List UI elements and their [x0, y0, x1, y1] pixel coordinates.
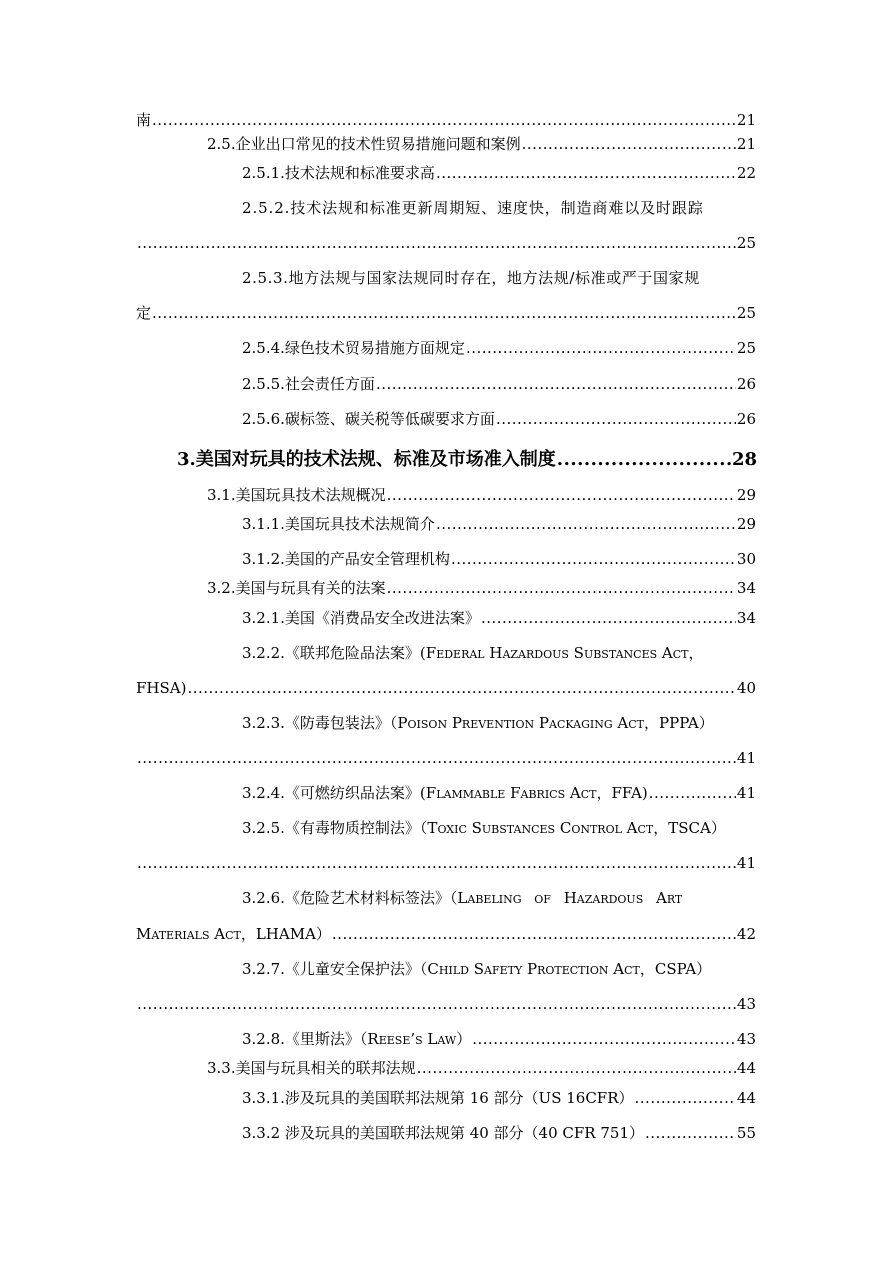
- toc-page-number: 44: [736, 1089, 756, 1107]
- toc-leader-dots: [152, 303, 736, 323]
- toc-entry[interactable]: [242, 374, 756, 394]
- toc-entry-continuation[interactable]: [136, 233, 756, 253]
- toc-page-number: 41: [736, 784, 756, 802]
- toc-page-number: 41: [736, 854, 756, 872]
- toc-leader-dots: [387, 578, 736, 598]
- toc-entry-title: 定: [136, 304, 152, 322]
- toc-entry-title: 3.1.2.美国的产品安全管理机构: [242, 550, 450, 568]
- toc-leader-dots: [472, 1029, 736, 1049]
- toc-entry-continuation[interactable]: [136, 748, 756, 768]
- toc-entry[interactable]: [242, 783, 756, 803]
- toc-entry[interactable]: [242, 643, 756, 663]
- toc-entry-title: 3.3.美国与玩具相关的联邦法规: [207, 1059, 416, 1077]
- toc-page-number: 55: [736, 1124, 756, 1142]
- toc-page-number: 41: [736, 749, 756, 767]
- toc-leader-dots: [436, 514, 736, 534]
- toc-leader-dots: [332, 924, 736, 944]
- toc-page-number: 43: [736, 995, 756, 1013]
- toc-entry[interactable]: [242, 409, 756, 429]
- toc-leader-dots: [645, 1123, 736, 1143]
- toc-leader-dots: [387, 485, 736, 505]
- toc-entry[interactable]: [242, 514, 756, 534]
- toc-entry-continuation[interactable]: [136, 994, 756, 1014]
- toc-page-number: 44: [736, 1059, 756, 1077]
- toc-entry-title: 2.5.4.绿色技术贸易措施方面规定: [242, 339, 465, 357]
- toc-entry-title: 3.1.1.美国玩具技术法规简介: [242, 515, 435, 533]
- toc-entry[interactable]: [207, 578, 756, 598]
- toc-entry[interactable]: [207, 134, 756, 154]
- toc-entry-continuation[interactable]: [136, 924, 756, 944]
- toc-page-number: 34: [736, 579, 756, 597]
- toc-entry[interactable]: [242, 818, 756, 838]
- toc-leader-dots: [137, 853, 736, 873]
- toc-entry-title: 3.1.美国玩具技术法规概况: [207, 486, 386, 504]
- toc-leader-dots: [466, 338, 736, 358]
- toc-page-number: 29: [736, 515, 756, 533]
- toc-entry[interactable]: [242, 1088, 756, 1108]
- toc-entry-title: 2.5.3.地方法规与国家法规同时存在，地方法规/标准或严于国家规: [242, 269, 700, 287]
- toc-entry-title: 3.2.1.美国《消费品安全改进法案》: [242, 609, 480, 627]
- toc-leader-dots: [137, 233, 736, 253]
- toc-page-number: 25: [736, 304, 756, 322]
- toc-entry-continuation[interactable]: [136, 303, 756, 323]
- toc-entry-title: 3.2.8.《里斯法》（Reese’s Law）: [242, 1030, 472, 1048]
- toc-entry-title: 3.2.美国与玩具有关的法案: [207, 579, 386, 597]
- toc-page-number: 40: [736, 679, 756, 697]
- toc-entry-title: 3.2.6.《危险艺术材料标签法》（Labeling of Hazardous Art: [242, 889, 683, 907]
- toc-entry[interactable]: [242, 959, 756, 979]
- toc-entry[interactable]: [242, 1029, 756, 1049]
- toc-entry-title: 3.美国对玩具的技术法规、标准及市场准入制度: [177, 449, 556, 470]
- toc-page-number: 25: [736, 339, 756, 357]
- toc-entry-title: 3.2.5.《有毒物质控制法》（Toxic Substances Control Act，TSCA）: [242, 819, 726, 837]
- toc-entry-title: 3.3.1.涉及玩具的美国联邦法规第 16 部分（US 16CFR）: [242, 1089, 634, 1107]
- toc-entry[interactable]: [242, 163, 756, 183]
- toc-entry-continuation[interactable]: [136, 678, 756, 698]
- toc-entry[interactable]: [242, 338, 756, 358]
- toc-entry[interactable]: [136, 110, 756, 130]
- toc-entry-title: 2.5.1.技术法规和标准要求高: [242, 164, 435, 182]
- toc-entry-title: 3.3.2 涉及玩具的美国联邦法规第 40 部分（40 CFR 751）: [242, 1124, 644, 1142]
- toc-page-number: 34: [736, 609, 756, 627]
- toc-entry[interactable]: [242, 608, 756, 628]
- toc-entry[interactable]: [242, 1123, 756, 1143]
- toc-entry[interactable]: [207, 485, 756, 505]
- toc-entry-title: 南: [136, 111, 152, 129]
- toc-entry[interactable]: [242, 268, 756, 288]
- toc-leader-dots: [417, 1058, 736, 1078]
- toc-entry-title: 2.5.2.技术法规和标准更新周期短、速度快，制造商难以及时跟踪: [242, 199, 704, 217]
- toc-leader-dots: [187, 678, 735, 698]
- toc-page-number: 22: [736, 164, 756, 182]
- toc-leader-dots: [635, 1088, 736, 1108]
- toc-page-number: 28: [731, 449, 757, 470]
- toc-page-number: 21: [736, 135, 756, 153]
- toc-leader-dots: [649, 783, 736, 803]
- toc-leader-dots: [481, 608, 736, 628]
- toc-page-number: 26: [736, 375, 756, 393]
- toc-leader-dots: [137, 994, 736, 1014]
- toc-page-number: 21: [736, 111, 756, 129]
- toc-entry[interactable]: [242, 713, 756, 733]
- toc-page-number: 29: [736, 486, 756, 504]
- toc-entry[interactable]: [242, 198, 756, 218]
- toc-page-number: 25: [736, 234, 756, 252]
- toc-leader-dots: [557, 448, 731, 472]
- toc-page-number: 26: [736, 410, 756, 428]
- toc-entry[interactable]: [242, 888, 756, 908]
- toc-entry-title: 2.5.5.社会责任方面: [242, 375, 375, 393]
- toc-entry-continuation[interactable]: [136, 853, 756, 873]
- toc-page-number: 42: [736, 925, 756, 943]
- toc-leader-dots: [376, 374, 736, 394]
- toc-entry-title: 2.5.企业出口常见的技术性贸易措施问题和案例: [207, 135, 521, 153]
- toc-leader-dots: [496, 409, 736, 429]
- toc-entry-title: 2.5.6.碳标签、碳关税等低碳要求方面: [242, 410, 495, 428]
- toc-entry-title: 3.2.3.《防毒包装法》（Poison Prevention Packaging Act，PPPA）: [242, 714, 714, 732]
- toc-entry-title: 3.2.4.《可燃纺织品法案》(Flammable Fabrics Act，FFA): [242, 784, 648, 802]
- toc-chapter-heading[interactable]: [177, 448, 757, 472]
- toc-page-number: 43: [736, 1030, 756, 1048]
- toc-entry-title: Materials Act，LHAMA）: [136, 925, 331, 943]
- toc-entry-title: FHSA): [136, 679, 187, 697]
- toc-entry[interactable]: [207, 1058, 756, 1078]
- toc-leader-dots: [137, 748, 736, 768]
- toc-page-number: 30: [736, 550, 756, 568]
- toc-entry[interactable]: [242, 549, 756, 569]
- toc-leader-dots: [152, 110, 736, 130]
- toc-leader-dots: [522, 134, 736, 154]
- toc-entry-title: 3.2.2.《联邦危险品法案》(Federal Hazardous Substances Act，: [242, 644, 704, 662]
- toc-leader-dots: [436, 163, 736, 183]
- toc-leader-dots: [451, 549, 736, 569]
- toc-entry-title: 3.2.7.《儿童安全保护法》（Child Safety Protection Act，CSPA）: [242, 960, 712, 978]
